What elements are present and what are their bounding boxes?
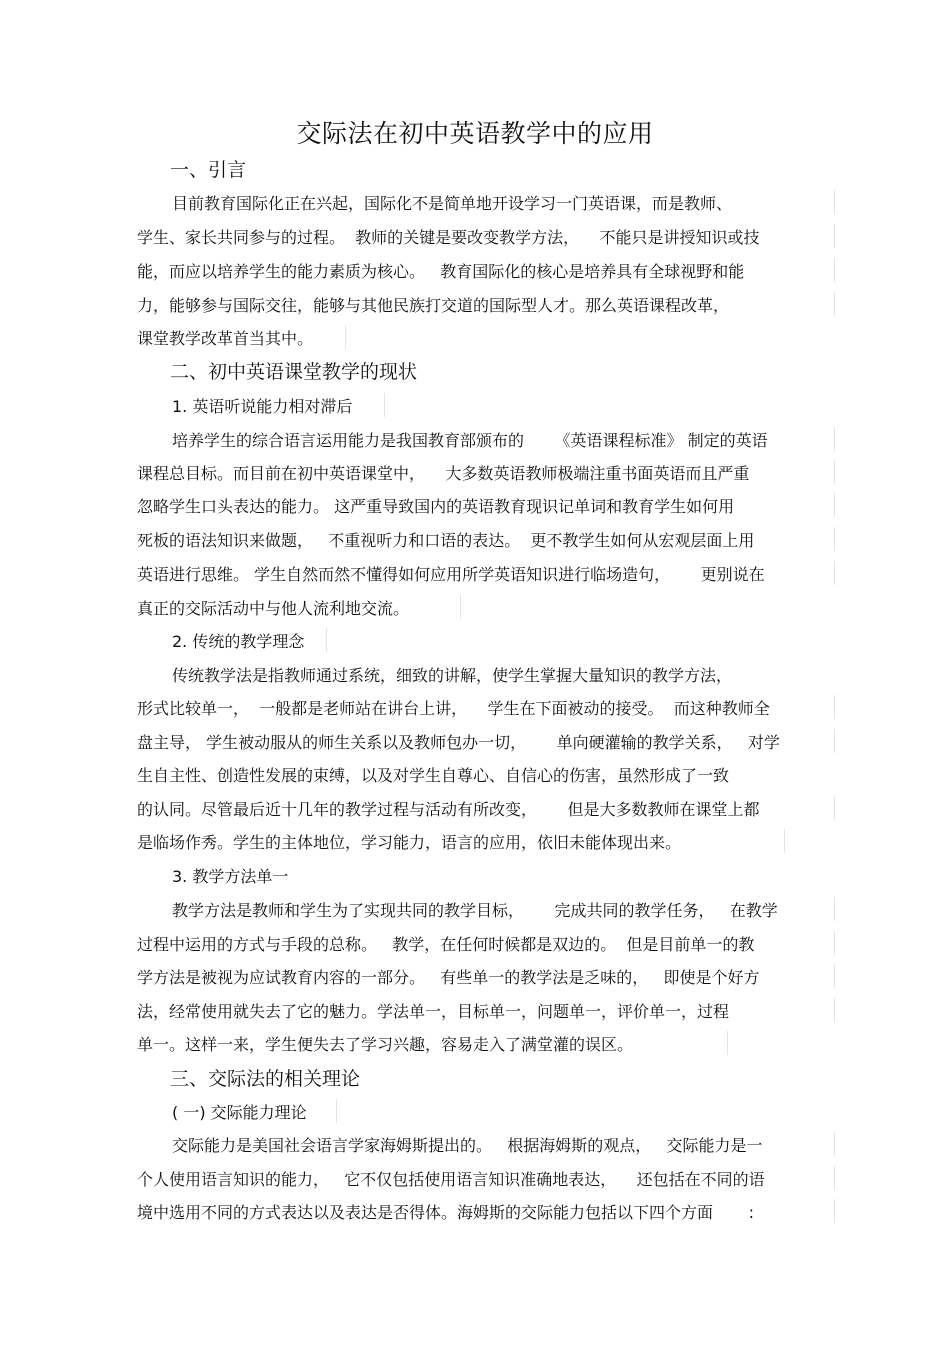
line-box-edge [834,493,835,517]
line-box-edge [834,460,835,484]
line-box-edge [460,595,461,619]
paragraph-line: 交际能力是美国社会语言学家海姆斯提出的。 根据海姆斯的观点， 交际能力是一 [172,1136,763,1155]
paragraph-line: 英语进行思维。 学生自然而然不懂得如何应用所学英语知识进行临场造句， 更别说在 [137,565,765,584]
subsection-heading: 3. 教学方法单一 [172,867,289,886]
paragraph-line: 传统教学法是指教师通过系统，细致的讲解，使学生掌握大量知识的教学方法， [172,666,733,685]
paragraph-line: 目前教育国际化正在兴起，国际化不是简单地开设学习一门英语课，而是教师、 [172,194,733,213]
paragraph-line: 教学方法是教师和学生为了实现共同的教学目标， 完成共同的教学任务， 在教学 [172,901,778,920]
section-heading-theory: 三、交际法的相关理论 [170,1068,361,1090]
paragraph-line: 是临场作秀。学生的主体地位，学习能力，语言的应用，依旧未能体现出来。 [137,833,682,852]
paragraph-line: 死板的语法知识来做题， 不重视听力和口语的表达。 更不教学生如何从宏观层面上用 [137,531,755,550]
line-box-edge [834,561,835,585]
paragraph-line: 课程总目标。而目前在初中英语课堂中， 大多数英语教师极端注重书面英语而且严重 [137,464,750,483]
paragraph-line: 个人使用语言知识的能力， 它不仅包括使用语言知识准确地表达， 还包括在不同的语 [137,1170,765,1189]
paragraph-line: 能，而应以培养学生的能力素质为核心。 教育国际化的核心是培养具有全球视野和能 [137,262,745,281]
line-box-edge [384,393,385,417]
line-box-edge [834,998,835,1022]
paragraph-line: 学生、家长共同参与的过程。 教师的关键是要改变教学方法， 不能只是讲授知识或技 [137,228,760,247]
line-box-edge [834,292,835,316]
line-box-edge [834,931,835,955]
page-title: 交际法在初中英语教学中的应用 [296,119,654,148]
line-box-edge [345,325,346,349]
paragraph-line: 盘主导， 学生被动服从的师生关系以及教师包办一切， 单向硬灌输的教学关系， 对学 [137,733,780,752]
line-box-edge [834,796,835,820]
line-box-edge [834,224,835,248]
line-box-edge [326,628,327,652]
paragraph-line: 学方法是被视为应试教育内容的一部分。 有些单一的教学法是乏味的， 即使是个好方 [137,968,760,987]
section-heading-intro: 一、引言 [170,159,247,181]
line-box-edge [834,190,835,214]
line-box-edge [834,964,835,988]
line-box-edge [834,527,835,551]
line-box-edge [834,695,835,719]
line-box-edge [784,829,785,853]
section-heading-status: 二、初中英语课堂教学的现状 [170,361,418,383]
line-box-edge [834,258,835,282]
subsection-heading: 1. 英语听说能力相对滞后 [172,397,353,416]
paragraph-line: 法，经常使用就失去了它的魅力。学法单一，目标单一，问题单一，评价单一，过程 [137,1002,730,1021]
paragraph-line: 单一。这样一来，学生便失去了学习兴趣，容易走入了满堂灌的误区。 [137,1035,634,1054]
paragraph-line: 培养学生的综合语言运用能力是我国教育部颁布的 《英语课程标准》 制定的英语 [172,431,768,450]
line-box-edge [834,729,835,753]
paragraph-line: 境中选用不同的方式表达以及表达是否得体。海姆斯的交际能力包括以下四个方面 : [137,1203,754,1222]
paragraph-line: 课堂教学改革首当其中。 [137,329,314,348]
paragraph-line: 过程中运用的方式与手段的总称。 教学，在任何时候都是双边的。 但是目前单一的教 [137,935,755,954]
line-box-edge [834,1166,835,1190]
line-box-edge [834,1199,835,1223]
paragraph-line: 的认同。尽管最后近十几年的教学过程与活动有所改变， 但是大多数教师在课堂上都 [137,800,760,819]
paragraph-line: 力，能够参与国际交往，能够与其他民族打交道的国际型人才。那么英语课程改革， [137,296,730,315]
line-box-edge [336,1099,337,1123]
line-box-edge [834,427,835,451]
line-box-edge [727,1031,728,1055]
line-box-edge [834,897,835,921]
paragraph-line: 形式比较单一， 一般都是老师站在讲台上讲， 学生在下面被动的接受。 而这种教师全 [137,699,770,718]
paragraph-line: 生自主性、创造性发展的束缚，以及对学生自尊心、自信心的伤害，虽然形成了一致 [137,766,730,785]
subsection-heading: 2. 传统的教学理念 [172,632,305,651]
subsection-heading: ( 一) 交际能力理论 [172,1103,307,1122]
paragraph-line: 忽略学生口头表达的能力。 这严重导致国内的英语教育现识记单词和教育学生如何用 [137,497,735,516]
line-box-edge [834,1132,835,1156]
paragraph-line: 真正的交际活动中与他人流利地交流。 [137,599,410,618]
